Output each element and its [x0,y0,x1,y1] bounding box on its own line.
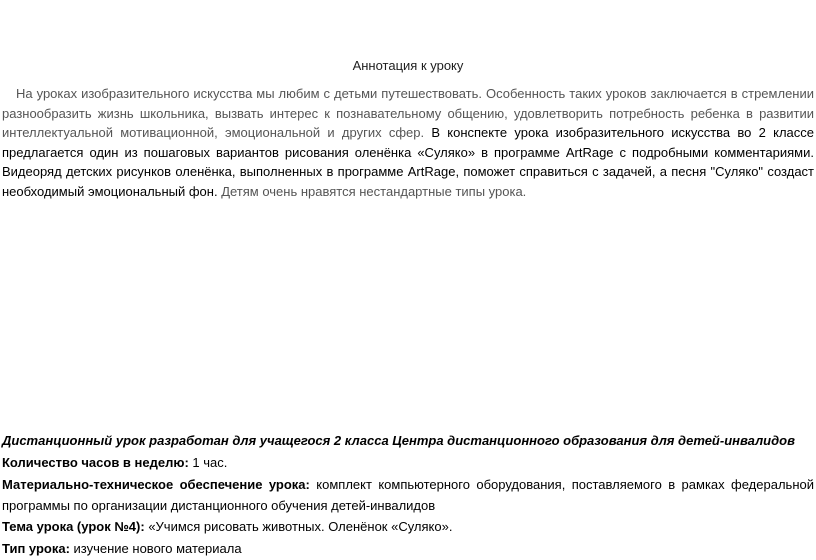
topic-label: Тема урока (урок №4): [2,519,145,534]
equipment-label: Материально-техническое обеспечение урока: [2,477,310,492]
hours-label: Количество часов в неделю: [2,455,189,470]
annotation-lesson-description: В конспекте урока изобразительного искусства во 2 классе предлагается один из пошаговых вариантов рисования оленёнка «Суляко» в программе ArtRage с подробными комментариями. Видеоряд детских рисунков оленёнка, выполненных в программе ArtRage, поможет справиться с задачей, а песня "Суляко" создаст необходимый эмоциональный фон. [2,125,815,199]
lesson-type-value: изучение нового материала [69,541,242,556]
developed-for-line: Дистанционный урок разработан для учащегося 2 класса Центра дистанционного образования для детей-инвалидов [2,433,795,448]
topic-value: «Учимся рисовать животных. Оленёнок «Суляко». [144,519,453,534]
topic-line [2,516,814,538]
equipment-line [2,474,814,516]
hours-value: 1 час. [188,455,228,470]
hours-line [2,452,814,474]
annotation-intro-text: На уроках изобразительного искусства мы любим с детьми путешествовать. Особенность таких уроков заключается в стремлении разнообразить жизнь школьника, вызвать интерес к познавательному общению, удовлетворить потребность ребенка в развитии интеллектуальной мотивационной, эмоциональной и других сфер. [2,86,814,141]
annotation-title: Аннотация к уроку [352,58,464,73]
lesson-type-line [2,538,814,560]
equipment-value: комплект компьютерного оборудования, поставляемого в рамках федеральной программы по организации дистанционного обучения детей-инвалидов [2,477,814,513]
annotation-paragraph [2,84,814,202]
annotation-closing-text: Детям очень нравятся нестандартные типы урока. [217,183,527,199]
lesson-info-block [2,430,814,560]
lesson-type-label: Тип урока: [2,541,70,556]
